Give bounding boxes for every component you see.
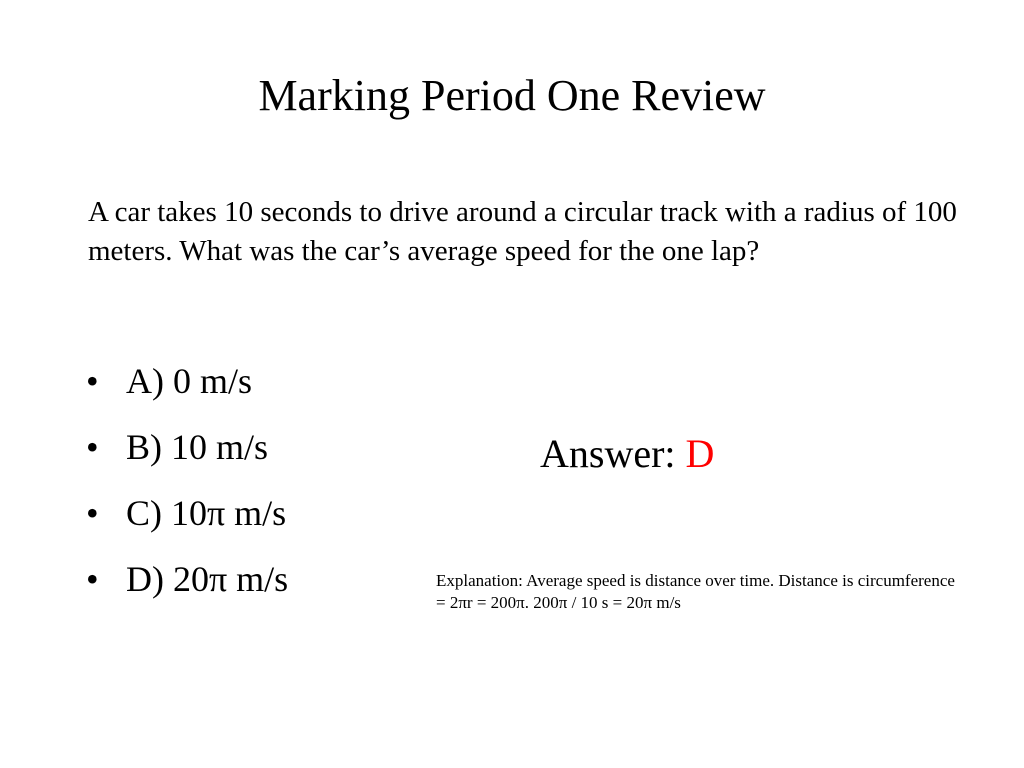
- bullet-icon: •: [86, 559, 99, 599]
- bullet-icon: •: [86, 361, 99, 401]
- answer-prefix: Answer:: [540, 431, 686, 476]
- bullet-icon: •: [86, 493, 99, 533]
- answer-letter: D: [685, 431, 715, 476]
- option-label: C) 10π m/s: [126, 493, 287, 533]
- explanation-text: Explanation: Average speed is distance over time. Distance is circumference = 2πr = 200π. 200π / 10 s = 20π m/s: [436, 571, 955, 612]
- answer-options-list: [86, 359, 288, 623]
- option-a: [86, 359, 288, 403]
- option-b: [86, 425, 288, 469]
- question-text: A car takes 10 seconds to drive around a circular track with a radius of 100 meters. What was the car’s average speed for the one lap?: [88, 196, 957, 267]
- slide-title: Marking Period One Review: [258, 71, 766, 120]
- option-d: [86, 557, 288, 601]
- bullet-icon: •: [86, 427, 99, 467]
- option-label: D) 20π m/s: [126, 559, 289, 599]
- option-c: [86, 491, 288, 535]
- option-label: A) 0 m/s: [126, 361, 252, 401]
- option-label: B) 10 m/s: [126, 427, 269, 467]
- answer-line: [540, 429, 714, 479]
